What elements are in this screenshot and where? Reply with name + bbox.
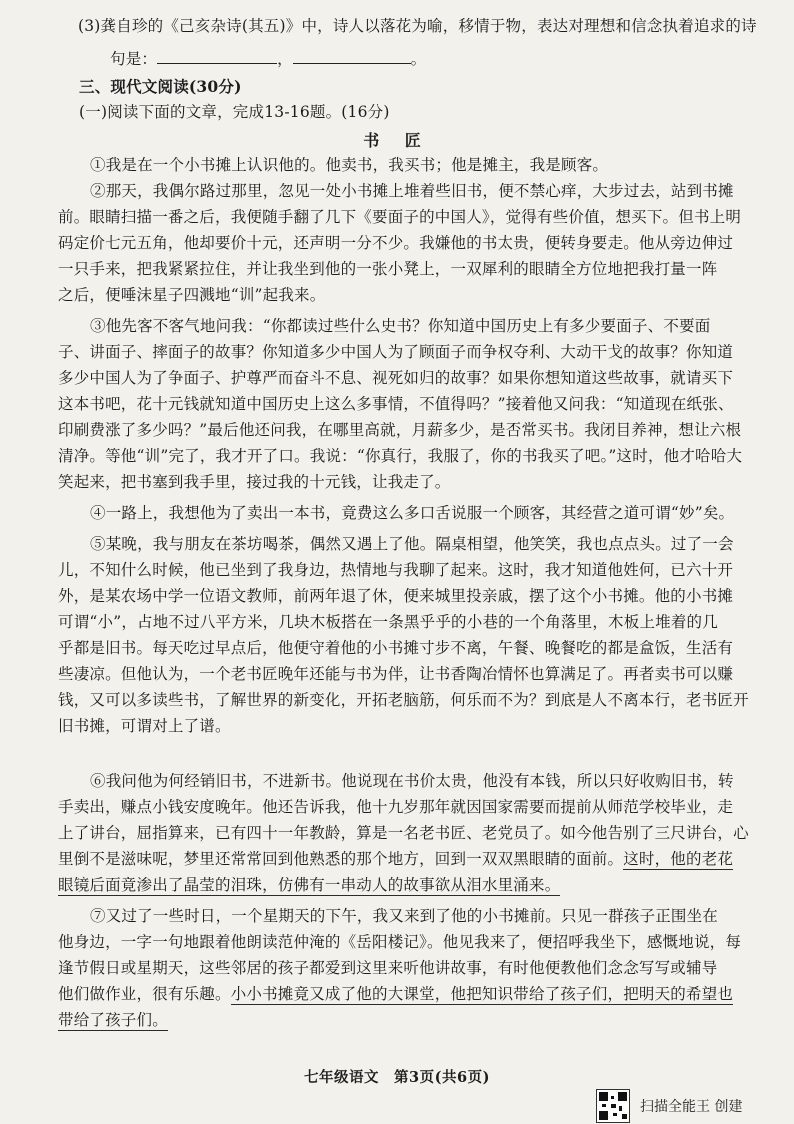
paragraph-6-line: 上了讲台，屈指算来，已有四十一年教龄，算是一名老书匠、老党员了。如今他告别了三尺讲台，心 [58,824,749,842]
paragraph-2-line: 码定价七元五角，他却要价十元，还声明一分不少。我嫌他的书太贵，便转身要走。他从旁边伸过 [58,234,734,252]
paragraph-3-line: 笑起来，把书塞到我手里，接过我的十元钱，让我走了。 [58,473,451,491]
question-3-sep: ， [277,50,293,68]
qr-code-icon [596,1089,630,1123]
question-3-line2 [110,49,794,69]
paragraph-3-line: 子、讲面子、摔面子的故事？你知道多少中国人为了顾面子而争权夺利、大动干戈的故事？你知道 [58,343,734,361]
paragraph-6-text: 里倒不是滋味呢，梦里还常常回到他熟悉的那个地方，回到一双双黑眼睛的面前。 [58,850,624,868]
paragraph-3-line: 这本书吧，花十元钱就知道中国历史上这么多事情，不值得吗？”接着他又问我：“知道现在纸张、 [58,395,734,413]
paragraph-5-line: 乎都是旧书。每天吃过早点后，他便守着他的小书摊寸步不离，午餐、晚餐吃的都是盒饭，生活有 [58,639,734,657]
paragraph-5-line: 外，是某农场中学一位语文教师，前两年退了休，便来城里投亲戚，摆了这个小书摊。他的小书摊 [58,587,734,605]
reading-task: (一)阅读下面的文章，完成13-16题。(16分) [79,103,390,121]
paragraph-7-text: 他们做作业，很有乐趣。 [58,985,231,1003]
paragraph-7-line: ⑦又过了一些时日，一个星期天的下午，我又来到了他的小书摊前。只见一群孩子正围坐在 [90,907,719,925]
question-3-line1: (3)龚自珍的《己亥杂诗(其五)》中，诗人以落花为喻，移情于物，表达对理想和信念执着追求的诗 [78,17,757,35]
paragraph-1: ①我是在一个小书摊上认识他的。他卖书，我买书；他是摊主，我是顾客。 [90,156,609,174]
page-footer: 七年级语文 第3页(共6页) [304,1069,490,1086]
paragraph-5-line: 儿，不知什么时候，他已坐到了我身边，热情地与我聊了起来。这时，我才知道他姓何，已六十开 [58,561,734,579]
paragraph-5-line: 旧书摊，可谓对上了谱。 [58,717,231,735]
underlined-sentence-6b: 眼镜后面竟渗出了晶莹的泪珠，仿佛有一串动人的故事欲从泪水里涌来。 [58,876,561,894]
underlined-sentence-7a: 小小书摊竟又成了他的大课堂，他把知识带给了孩子们，把明天的希望也 [230,985,734,1003]
paragraph-7-line [58,1010,794,1030]
paragraph-7-line [58,984,794,1004]
paragraph-5-line: ⑤某晚，我与朋友在茶坊喝茶，偶然又遇上了他。隔桌相望，他笑笑，我也点点头。过了一会 [90,535,734,553]
paragraph-3-line: 印刷费涨了多少吗？”最后他还问我，在哪里高就，月薪多少，是否常买书。我闭目养神，想让六根 [58,421,742,439]
paragraph-5-line: 些凄凉。但他认为，一个老书匠晚年还能与书为伴，让书香陶冶情怀也算满足了。再者卖书可以赚 [58,665,734,683]
paragraph-6-line: 手卖出，赚点小钱安度晚年。他还告诉我，他十九岁那年就因国家需要而提前从师范学校毕业，走 [58,798,734,816]
watermark-text: 扫描全能王 创建 [640,1099,743,1115]
underlined-sentence-7b: 带给了孩子们。 [58,1011,168,1029]
paragraph-3-line: 多少中国人为了争面子、护尊严而奋斗不息、视死如归的故事？如果你想知道这些故事，就请买下 [58,369,734,387]
article-title: 书 匠 [363,131,431,150]
paragraph-6-line [58,849,794,869]
paragraph-2-line: 之后，便唾沫星子四溅地“训”起我来。 [58,286,326,304]
paragraph-3-line: 清净。等他“训”完了，我才开了口。我说：“你真行，我服了，你的书我买了吧。”这时，他才哈哈大 [58,447,743,465]
paragraph-5-line: 钱，又可以多读些书，了解世界的新变化，开拓老脑筋，何乐而不为？到底是人不离本行，老书匠开 [58,691,749,709]
paragraph-7-line: 他身边，一字一句地跟着他朗读范仲淹的《岳阳楼记》。他见我来了，便招呼我坐下，感慨地说，每 [58,933,742,951]
section-heading: 三、现代文阅读(30分) [79,77,242,96]
paragraph-6-line [58,875,794,895]
paragraph-2-line: 一只手来，把我紧紧拉住，并让我坐到他的一张小凳上，一双犀利的眼睛全方位地把我打量一阵 [58,260,718,278]
answer-blank-2[interactable] [293,49,411,64]
answer-blank-1[interactable] [157,49,277,64]
paragraph-4: ④一路上，我想他为了卖出一本书，竟费这么多口舌说服一个顾客，其经营之道可谓“妙”矣。 [90,504,735,522]
paragraph-2-line: ②那天，我偶尔路过那里，忽见一处小书摊上堆着些旧书，便不禁心痒，大步过去，站到书摊 [90,182,734,200]
underlined-sentence-6a: 这时，他的老花 [623,850,734,868]
question-3-prefix: 句是： [110,50,158,68]
paragraph-7-line: 逢节假日或星期天，这些邻居的孩子都爱到这里来听他讲故事，有时他便教他们念念写写或辅导 [58,959,718,977]
paragraph-5-line: 可谓“小”，占地不过八平方米，几块木板搭在一条黑乎乎的小巷的一个角落里，木板上堆着的几 [58,613,718,631]
paragraph-6-line: ⑥我问他为何经销旧书，不进新书。他说现在书价太贵，他没有本钱，所以只好收购旧书，转 [90,772,734,790]
question-3-end: 。 [410,50,427,68]
paragraph-2-line: 前。眼睛扫描一番之后，我便随手翻了几下《要面子的中国人》，觉得有些价值，想买下。但书上明 [58,208,742,226]
paragraph-3-line: ③他先客不客气地问我：“你都读过些什么史书？你知道中国历史上有多少要面子、不要面 [90,317,711,335]
